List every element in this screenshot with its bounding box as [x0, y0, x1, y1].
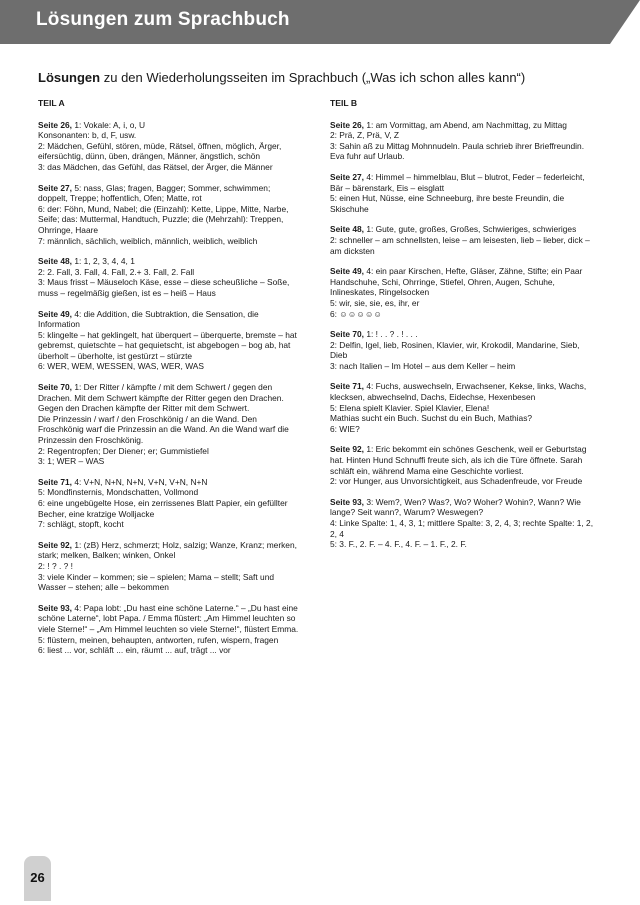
answer-text: 7: schlägt, stopft, kocht — [38, 519, 124, 530]
answer-line — [38, 456, 300, 467]
section-ref: Seite 48, — [38, 256, 72, 267]
answer-line — [38, 540, 300, 561]
answer-text: 2: vor Hunger, aus Unvorsichtigkeit, aus Schadenfreude, vor Freude — [330, 476, 583, 487]
answer-line — [38, 267, 300, 278]
section-ref: Seite 71, — [330, 381, 364, 392]
page-number: 26 — [30, 870, 45, 885]
answer-section — [38, 477, 300, 530]
answer-text: 4: Himmel – himmelblau, Blut – blutrot, Feder – federleicht, Bär – bärenstark, Eis – eisglatt — [330, 171, 585, 193]
answer-line — [38, 572, 300, 593]
answer-text: 6: liest ... vor, schläft ... ein, räumt ... auf, trägt ... vor — [38, 645, 231, 656]
answer-line — [38, 162, 300, 173]
answer-text: Die Prinzessin / warf / den Froschkönig / an die Wand. Den Froschkönig warf die Prinzessin an die Wand. An die Wand warf die Prinzessin den Froschkönig. — [38, 413, 289, 446]
answer-line — [38, 330, 300, 362]
answer-section — [330, 224, 598, 256]
answer-text: 5: 3. F., 2. F. – 4. F., 4. F. – 1. F., 2. F. — [330, 539, 467, 550]
answer-line — [330, 361, 598, 372]
answer-line — [38, 635, 300, 646]
answer-section — [330, 444, 598, 486]
section-ref: Seite 92, — [38, 539, 72, 550]
answer-line — [330, 424, 598, 435]
section-ref: Seite 49, — [38, 308, 72, 319]
answer-text: 4: V+N, N+N, N+N, V+N, V+N, N+N — [72, 476, 208, 487]
heading-rest: zu den Wiederholungsseiten im Sprachbuch („Was ich schon alles kann“) — [100, 70, 526, 85]
answer-line — [330, 518, 598, 539]
answer-text: 6: eine ungebügelte Hose, ein zerrissenes Blatt Papier, ein gefüllter Becher, eine kratzige Wolljacke — [38, 498, 288, 519]
answer-line — [330, 266, 598, 298]
answer-text: 4: die Addition, die Subtraktion, die Sensation, die Information — [38, 308, 259, 330]
answer-text: 3: Wem?, Wen? Was?, Wo? Woher? Wohin?, Wann? Wie lange? Seit wann?, Warum? Weswegen? — [330, 496, 581, 518]
answer-line — [330, 329, 598, 340]
heading-lead: Lösungen — [38, 70, 101, 85]
answer-section — [38, 382, 300, 467]
answer-text: Mathias sucht ein Buch. Suchst du ein Buch, Mathias? — [330, 413, 533, 424]
answer-line — [330, 413, 598, 424]
answer-section — [38, 603, 300, 656]
answer-section — [38, 256, 300, 298]
page-title: Lösungen zum Sprachbuch — [36, 9, 290, 30]
answer-section — [38, 183, 300, 247]
column-teil-b — [330, 98, 598, 560]
answer-text: 3: das Mädchen, das Gefühl, das Rätsel, der Ärger, die Männer — [38, 161, 273, 172]
answer-text: 3: 1; WER – WAS — [38, 456, 105, 467]
answer-line — [330, 298, 598, 309]
answer-section — [330, 172, 598, 214]
section-ref: Seite 70, — [330, 329, 364, 340]
answer-text: 5: wir, sie, sie, es, ihr, er — [330, 297, 420, 308]
section-ref: Seite 92, — [330, 444, 364, 455]
answer-line — [38, 309, 300, 330]
answer-line — [38, 519, 300, 530]
answer-section — [330, 266, 598, 319]
answer-line — [38, 183, 300, 204]
answer-text: 4: Linke Spalte: 1, 4, 3, 1; mittlere Spalte: 3, 2, 4, 3; rechte Spalte: 1, 2, 2, 4 — [330, 518, 594, 539]
answer-line — [38, 561, 300, 572]
answer-text: 5: flüstern, meinen, behaupten, antworten, rufen, wispern, fragen — [38, 634, 279, 645]
answer-line — [330, 309, 598, 320]
teil-a-title: TEIL A — [38, 98, 65, 108]
teil-b-title: TEIL B — [330, 98, 358, 108]
answer-text: 3: viele Kinder – kommen; sie – spielen; Mama – stellt; Saft und Wasser – stehen; alle – bekommen — [38, 571, 275, 593]
answer-text: 1: Der Ritter / kämpfte / mit dem Schwert / gegen den Drachen. Mit dem Schwert kämpfte der Ritter gegen den Drachen. Gegen den Drachen kämpfte der Ritter mit dem Schwert. — [38, 382, 284, 414]
answer-section — [38, 120, 300, 173]
answer-line — [38, 204, 300, 236]
answer-section — [330, 329, 598, 371]
answer-line — [330, 381, 598, 402]
answer-line — [38, 277, 300, 298]
answer-text: 6: der: Föhn, Mund, Nabel; die (Einzahl): Kette, Lippe, Mitte, Narbe, Seife; das: Muttermal, Handtuch, Puzzle; die (Mehrzahl): Treppen, Ohrringe, Haare — [38, 203, 289, 235]
answer-line — [330, 172, 598, 193]
answer-text: 6: WER, WEM, WESSEN, WAS, WER, WAS — [38, 361, 204, 372]
answer-text: 2: Regentropfen; Der Diener; er; Gummistiefel — [38, 445, 209, 456]
answer-line — [38, 487, 300, 498]
answer-section — [330, 381, 598, 434]
answer-line — [38, 477, 300, 488]
answer-text: 2: Prä, Z, Prä, V, Z — [330, 130, 400, 141]
answer-section — [38, 540, 300, 593]
answer-text: 5: einen Hut, Nüsse, eine Schneeburg, ihre beste Freundin, die Skischuhe — [330, 193, 565, 214]
answer-text: 1: Gute, gute, großes, Großes, Schwieriges, schwieriges — [364, 224, 577, 235]
column-teil-a — [38, 98, 300, 666]
section-ref: Seite 48, — [330, 224, 364, 235]
answer-line — [330, 340, 598, 361]
answer-text: 2: 2. Fall, 3. Fall, 4. Fall, 2.+ 3. Fall, 2. Fall — [38, 266, 195, 277]
section-ref: Seite 71, — [38, 476, 72, 487]
answer-section — [38, 309, 300, 373]
answer-line — [38, 120, 300, 131]
answer-line — [330, 130, 598, 141]
answer-line — [38, 498, 300, 519]
answer-line — [38, 256, 300, 267]
answer-text: 5: klingelte – hat geklingelt, hat überquert – überquerte, bremste – hat gebremst, quietschte – hat gequietscht, ist abgebogen – bog ab, hat überholt – überholte, ist gestürzt – stürzte — [38, 329, 297, 361]
answer-line — [38, 382, 300, 414]
answer-text: 6: ☺☺☺☺☺ — [330, 308, 383, 319]
section-heading — [38, 70, 525, 85]
answer-line — [38, 603, 300, 635]
answer-text: 3: Maus frisst – Mäuseloch Käse, esse – diese scheußliche – Soße, muss – regelmäßig gießen, ist es – heiß – Haus — [38, 277, 290, 298]
answer-text: 1: 1, 2, 3, 4, 4, 1 — [72, 256, 135, 267]
answer-text: 5: Elena spielt Klavier. Spiel Klavier, Elena! — [330, 402, 490, 413]
answer-text: 3: Sahin aß zu Mittag Mohnnudeln. Paula schrieb ihrer Brieffreundin. Eva fuhr auf Urlaub. — [330, 140, 585, 162]
answer-text: 2: Mädchen, Gefühl, stören, müde, Rätsel, öffnen, möglich, Ärger, eifersüchtig, dünn, üben, drängen, Männer, ängstlich, schön — [38, 140, 282, 162]
section-ref: Seite 26, — [330, 119, 364, 130]
answer-text: 2: Delfin, Igel, lieb, Rosinen, Klavier, wir, Krokodil, Mandarine, Sieb, Dieb — [330, 339, 580, 361]
answer-line — [330, 476, 598, 487]
answer-line — [330, 120, 598, 131]
answer-line — [38, 236, 300, 247]
answer-text: 5: nass, Glas; fragen, Bagger; Sommer, schwimmen; doppelt, Treppe; hoffentlich, Ofen; Matte, rot — [38, 182, 271, 204]
answer-line — [38, 130, 300, 141]
answer-section — [330, 497, 598, 550]
answer-line — [330, 444, 598, 476]
answer-line — [38, 414, 300, 446]
teil-a-sections — [38, 120, 300, 656]
answer-line — [330, 497, 598, 518]
answer-text: Konsonanten: b, d, F, usw. — [38, 130, 137, 141]
answer-text: 1: Eric bekommt ein schönes Geschenk, weil er Geburtstag hat. Hinten Hund Schnuffi freute sich, als ich die Türe öffnete. Sarah schläft ein, während Mama eine Geschichte vorliest. — [330, 444, 587, 476]
answer-text: 4: Papa lobt: „Du hast eine schöne Laterne.“ – „Du hast eine schöne Laterne“, lobt Papa. / Emma flüstert: „Am Himmel leuchten so viele Sterne!“ – „Am Himmel leuchten so viele Sterne!“, flüstert Emma. — [38, 602, 299, 634]
answer-line — [330, 235, 598, 256]
teil-b-sections — [330, 120, 598, 550]
answer-line — [38, 446, 300, 457]
answer-line — [38, 361, 300, 372]
answer-text: 3: nach Italien – Im Hotel – aus dem Keller – heim — [330, 360, 516, 371]
answer-text: 1: (zB) Herz, schmerzt; Holz, salzig; Wanze, Kranz; merken, stark; melken, Balken; winken, Onkel — [38, 539, 297, 561]
answer-line — [330, 224, 598, 235]
answer-text: 2: ! ? . ? ! — [38, 560, 73, 571]
page-number-tab — [24, 856, 51, 901]
answer-text: 7: männlich, sächlich, weiblich, männlich, weiblich, weiblich — [38, 235, 258, 246]
answer-text: 2: schneller – am schnellsten, leise – am leisesten, lieb – lieber, dick – am dicksten — [330, 234, 590, 256]
answer-line — [330, 141, 598, 162]
section-ref: Seite 26, — [38, 119, 72, 130]
answer-text: 5: Mondfinsternis, Mondschatten, Vollmond — [38, 487, 199, 498]
section-ref: Seite 49, — [330, 266, 364, 277]
answer-text: 1: ! . . ? . ! . . . — [364, 329, 418, 340]
section-ref: Seite 93, — [38, 602, 72, 613]
answer-text: 1: Vokale: A, i, o, U — [72, 119, 146, 130]
answer-line — [330, 193, 598, 214]
section-ref: Seite 70, — [38, 382, 72, 393]
answer-text: 4: Fuchs, auswechseln, Erwachsener, Kekse, links, Wachs, klecksen, abwechselnd, Dachs, Eidechse, Hexenbesen — [330, 381, 587, 403]
answer-text: 4: ein paar Kirschen, Hefte, Gläser, Zähne, Stifte; ein Paar Handschuhe, Schi, Ohrringe, Stiefel, Ohren, Augen, Schuhe, Inlineskates, Ringelsocken — [330, 266, 583, 298]
answer-line — [38, 141, 300, 162]
section-ref: Seite 27, — [330, 171, 364, 182]
answer-line — [330, 539, 598, 550]
title-banner — [0, 0, 640, 44]
answer-line — [330, 403, 598, 414]
section-ref: Seite 27, — [38, 182, 72, 193]
answer-text: 1: am Vormittag, am Abend, am Nachmittag, zu Mittag — [364, 119, 567, 130]
section-ref: Seite 93, — [330, 496, 364, 507]
answer-line — [38, 645, 300, 656]
answer-text: 6: WIE? — [330, 423, 360, 434]
answer-section — [330, 120, 598, 162]
